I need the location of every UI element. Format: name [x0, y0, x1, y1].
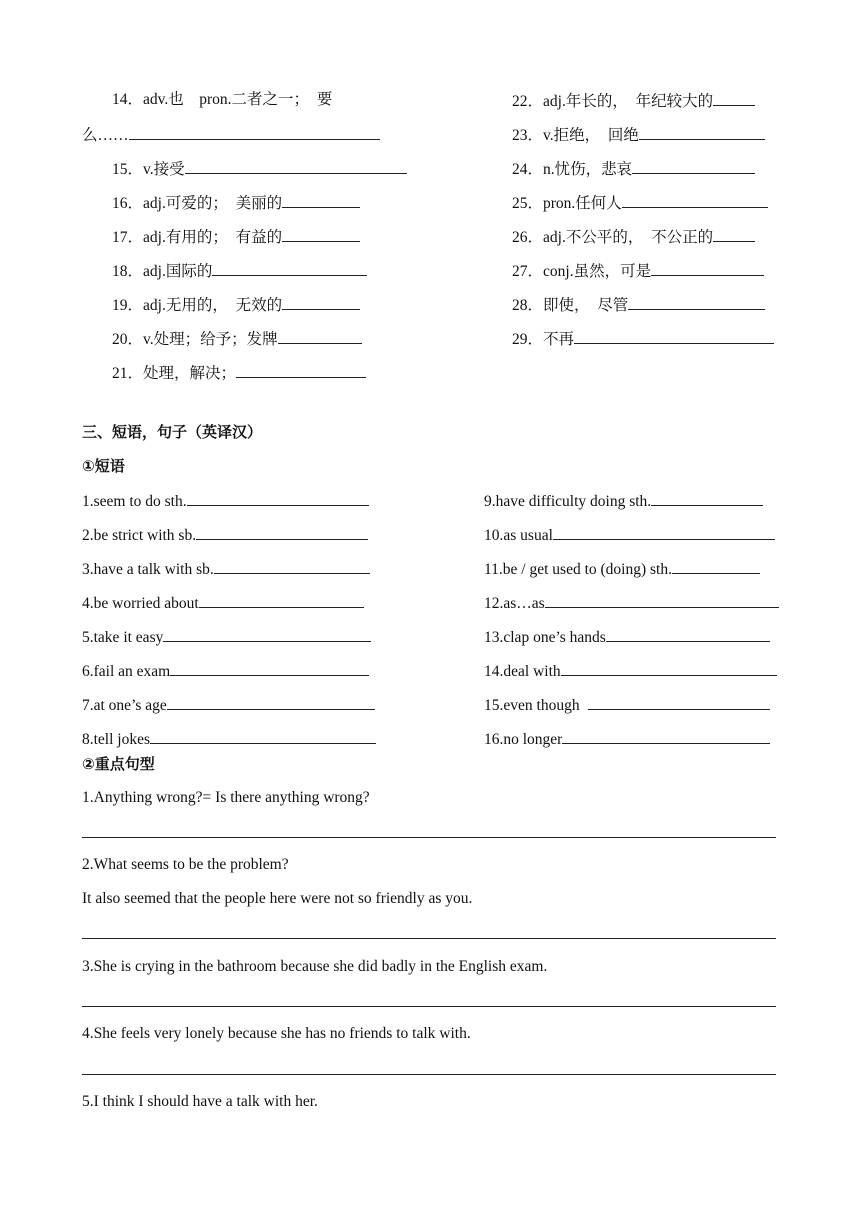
- answer-blank[interactable]: [199, 592, 364, 608]
- answer-blank[interactable]: [574, 328, 774, 344]
- phrase-item: 11.be / get used to (doing) sth.: [484, 558, 760, 580]
- answer-line[interactable]: [82, 938, 776, 939]
- phrase-item: 14.deal with: [484, 660, 777, 682]
- answer-blank[interactable]: [185, 158, 407, 174]
- answer-blank[interactable]: [282, 192, 360, 208]
- answer-blank[interactable]: [282, 226, 360, 242]
- answer-blank[interactable]: [562, 728, 770, 744]
- vocab-item: 15．v.接受: [112, 158, 407, 180]
- vocab-item: 23．v.拒绝， 回绝: [512, 124, 765, 146]
- answer-blank[interactable]: [713, 90, 755, 106]
- vocab-item: 16．adj.可爱的； 美丽的: [112, 192, 360, 214]
- phrase-item: 5.take it easy: [82, 626, 371, 648]
- phrase-item: 12.as…as: [484, 592, 779, 614]
- answer-blank[interactable]: [545, 592, 779, 608]
- answer-line[interactable]: [82, 1074, 776, 1075]
- phrase-item: 4.be worried about: [82, 592, 364, 614]
- answer-blank[interactable]: [632, 158, 755, 174]
- answer-blank[interactable]: [163, 626, 371, 642]
- answer-blank[interactable]: [212, 260, 367, 276]
- answer-line[interactable]: [82, 1006, 776, 1007]
- vocab-item: 么……: [82, 124, 380, 146]
- phrase-item: 9.have difficulty doing sth.: [484, 490, 763, 512]
- vocab-item: 19．adj.无用的， 无效的: [112, 294, 360, 316]
- answer-blank[interactable]: [236, 362, 366, 378]
- answer-blank[interactable]: [606, 626, 770, 642]
- phrase-item: 6.fail an exam: [82, 660, 369, 682]
- phrase-item: 16.no longer: [484, 728, 770, 750]
- phrase-item: 8.tell jokes: [82, 728, 376, 750]
- answer-blank[interactable]: [170, 660, 369, 676]
- answer-blank[interactable]: [651, 490, 763, 506]
- answer-blank[interactable]: [588, 694, 770, 710]
- sentence-item: It also seemed that the people here were not so friendly as you.: [82, 890, 473, 907]
- vocab-item: 22．adj.年长的， 年纪较大的: [512, 90, 755, 112]
- answer-blank[interactable]: [196, 524, 368, 540]
- vocab-item: 18．adj.国际的: [112, 260, 367, 282]
- sentence-item: 3.She is crying in the bathroom because she did badly in the English exam.: [82, 958, 548, 975]
- vocab-item: 14．adv.也 pron.二者之一； 要: [112, 91, 333, 108]
- vocab-item: 21．处理，解决；: [112, 362, 366, 384]
- sentence-item: 4.She feels very lonely because she has no friends to talk with.: [82, 1025, 471, 1042]
- phrase-item: 13.clap one’s hands: [484, 626, 770, 648]
- answer-blank[interactable]: [214, 558, 370, 574]
- answer-blank[interactable]: [187, 490, 369, 506]
- answer-blank[interactable]: [167, 694, 375, 710]
- sentence-item: 1.Anything wrong?= Is there anything wrong?: [82, 789, 370, 806]
- answer-blank[interactable]: [639, 124, 765, 140]
- phrase-item: 1.seem to do sth.: [82, 490, 369, 512]
- answer-blank[interactable]: [628, 294, 765, 310]
- vocab-item: 17．adj.有用的； 有益的: [112, 226, 360, 248]
- vocab-item: 24．n.忧伤，悲哀: [512, 158, 755, 180]
- vocab-item: 29．不再: [512, 328, 774, 350]
- section-title: 三、短语，句子（英译汉）: [82, 423, 263, 441]
- answer-blank[interactable]: [561, 660, 777, 676]
- answer-blank[interactable]: [622, 192, 768, 208]
- sentence-item: 2.What seems to be the problem?: [82, 856, 289, 873]
- sentence-item: 5.I think I should have a talk with her.: [82, 1093, 318, 1110]
- vocab-item: 26．adj.不公平的， 不公正的: [512, 226, 755, 248]
- vocab-item: 27．conj.虽然，可是: [512, 260, 764, 282]
- answer-blank[interactable]: [150, 728, 376, 744]
- phrases-heading: ①短语: [82, 457, 125, 475]
- answer-blank[interactable]: [651, 260, 764, 276]
- answer-blank[interactable]: [282, 294, 360, 310]
- answer-blank[interactable]: [713, 226, 755, 242]
- answer-blank[interactable]: [553, 524, 775, 540]
- phrase-item: 15.even though: [484, 694, 770, 716]
- answer-blank[interactable]: [278, 328, 362, 344]
- phrase-item: 7.at one’s age: [82, 694, 375, 716]
- phrase-item: 2.be strict with sb.: [82, 524, 368, 546]
- sentences-heading: ②重点句型: [82, 755, 155, 773]
- vocab-item: 20．v.处理；给予；发牌: [112, 328, 362, 350]
- phrase-item: 3.have a talk with sb.: [82, 558, 370, 580]
- phrase-item: 10.as usual: [484, 524, 775, 546]
- answer-blank[interactable]: [672, 558, 760, 574]
- answer-blank[interactable]: [129, 124, 380, 140]
- vocab-item: 25．pron.任何人: [512, 192, 768, 214]
- vocab-item: 28．即使， 尽管: [512, 294, 765, 316]
- answer-line[interactable]: [82, 837, 776, 838]
